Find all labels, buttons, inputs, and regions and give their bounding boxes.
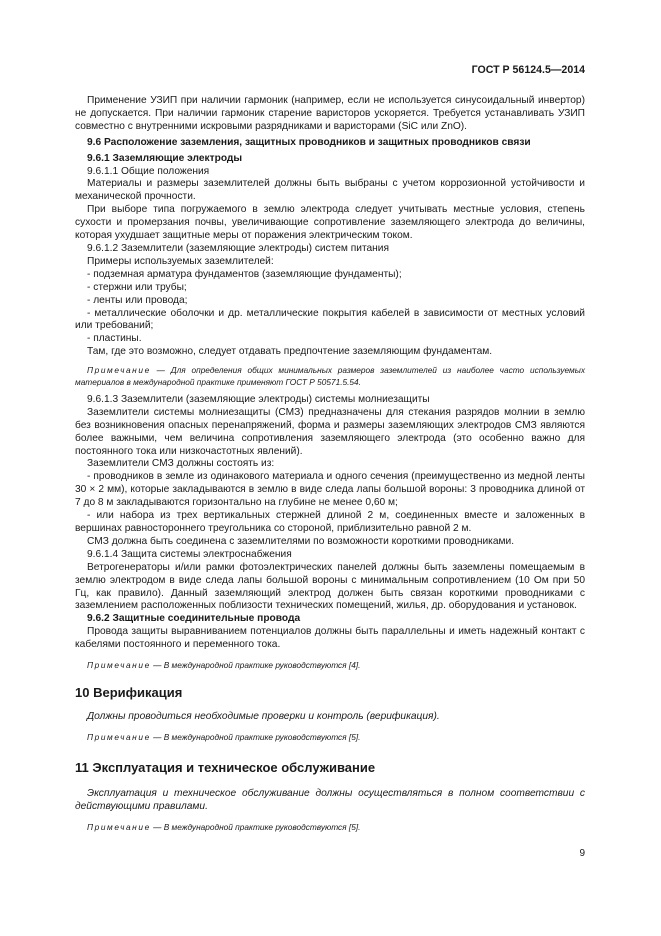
composition-list: [75, 471, 585, 536]
section-11-title: 11 Эксплуатация и техническое обслуживание: [75, 759, 376, 775]
paragraph-preference: Там, где это возможно, следует отдавать предпочтение заземляющим фундаментам.: [87, 346, 493, 358]
list-item: - подземная арматура фундаментов (заземляющие фундаменты);: [87, 268, 402, 280]
note-label: Примечание: [87, 365, 151, 376]
note-4: [75, 822, 585, 833]
section-9-6-1-3-title: 9.6.1.3 Заземлители (заземляющие электроды) системы молниезащиты: [87, 393, 430, 405]
section-9-6-1-1-title: 9.6.1.1 Общие положения: [87, 165, 210, 177]
note-label: Примечание: [87, 821, 151, 832]
paragraph-power-protection: Ветрогенераторы и/или рамки фотоэлектрических панелей должны быть заземлены помещаемым в землю электродом в виде следа лапы большой вороны с минимальным сопротивлением (10 Ом при 50 Гц, как правило). Данный заземляющий электрод должен быть связан короткими проводниками с заземлением расположенных поблизости технических помещений, жилья, др. оборудования и установок.: [75, 561, 585, 612]
list-item: - проводников в земле из одинакового материала и одного сечения (преимущественно из медной ленты 30 × 2 мм), которые закладываются в землю в виде следа лапы большой вороны: 3 проводника длиной от 7 до 8 м закладываются горизонтально на глубине не менее 0,60 м;: [75, 471, 585, 509]
paragraph-consist-of: Заземлители СМЗ должны состоять из:: [87, 458, 275, 470]
section-9-6-1-4-title: 9.6.1.4 Защита системы электроснабжения: [87, 548, 292, 560]
examples-list: [75, 269, 585, 346]
note-1: [75, 365, 585, 388]
examples-lead: Примеры используемых заземлителей:: [87, 255, 274, 267]
section-9-6-1-2-title: 9.6.1.2 Заземлители (заземляющие электроды) систем питания: [87, 242, 390, 254]
note-text: — В международной практике руководствуются [5].: [150, 821, 361, 832]
page-number: 9: [579, 848, 585, 859]
paragraph-intro: Применение УЗИП при наличии гармоник (например, если не используется синусоидальный инвертор) не допускается. При наличии гармоник старение варисторов ускоряется. Требуется устанавливать УЗИП совместно с внутренними искровыми разрядниками и варисторами (SiC или ZnO).: [75, 95, 585, 132]
paragraph-materials: Материалы и размеры заземлителей должны быть выбраны с учетом коррозионной устойчивости и механической прочности.: [75, 178, 585, 203]
note-text: — В международной практике руководствуются [4].: [150, 660, 361, 671]
list-item: - ленты или провода;: [87, 294, 188, 306]
paragraph-short-conductors: СМЗ должна быть соединена с заземлителями по возможности короткими проводниками.: [87, 535, 515, 547]
section-9-6-2-title: 9.6.2 Защитные соединительные провода: [87, 613, 301, 625]
paragraph-lightning-earth: Заземлители системы молниезащиты (СМЗ) предназначены для стекания разрядов молнии в землю без возникновения опасных перенапряжений, форма и размеры заземляющих электродов СМЗ являются более важными, чем величина сопротивления заземляющего электрода (это особенно важно для постоянного тока или низкочастотных явлений).: [75, 406, 585, 457]
section-10-text: Должны проводиться необходимые проверки и контроль (верификация).: [87, 711, 440, 723]
list-item: - пластины.: [87, 333, 142, 345]
note-label: Примечание: [87, 660, 151, 671]
list-item: - металлические оболочки и др. металлические покрытия кабелей в зависимости от местных условий или требований;: [75, 307, 585, 332]
section-9-6-title: 9.6 Расположение заземления, защитных проводников и защитных проводников связи: [87, 136, 531, 148]
page-content: [75, 95, 585, 833]
paragraph-electrode-choice: При выборе типа погружаемого в землю электрода следует учитывать местные условия, степень сухости и промерзания почвы, увеличивающие сопротивление заземляющего электрода до величины, которая ухудшает защитные меры от поражения электрическим током.: [75, 204, 585, 242]
section-10-title: 10 Верификация: [75, 685, 183, 701]
note-text: — В международной практике руководствуются [5].: [150, 732, 361, 743]
note-3: [75, 732, 585, 743]
section-9-6-1-title: 9.6.1 Заземляющие электроды: [87, 152, 243, 164]
section-11-text: Эксплуатация и техническое обслуживание должны осуществляться в полном соответствии с действующими правилами.: [75, 787, 585, 812]
note-text: — Для определения общих минимальных размеров заземлителей из наиболее часто используемых материалов в международной практике применяют ГОСТ Р 50571.5.54.: [75, 365, 585, 387]
list-item: - стержни или трубы;: [87, 281, 187, 293]
paragraph-bonding-wires: Провода защиты выравниванием потенциалов должны быть параллельны и иметь надежный контакт с кабелями постоянного и переменного тока.: [75, 626, 585, 651]
document-header-id: ГОСТ Р 56124.5—2014: [471, 64, 585, 76]
note-label: Примечание: [87, 732, 151, 743]
note-2: [75, 660, 585, 671]
list-item: - или набора из трех вертикальных стержней длиной 2 м, соединенных вместе и заложенных в вершинах равностороннего треугольника со стороной, приблизительно равной 2 м.: [75, 510, 585, 534]
